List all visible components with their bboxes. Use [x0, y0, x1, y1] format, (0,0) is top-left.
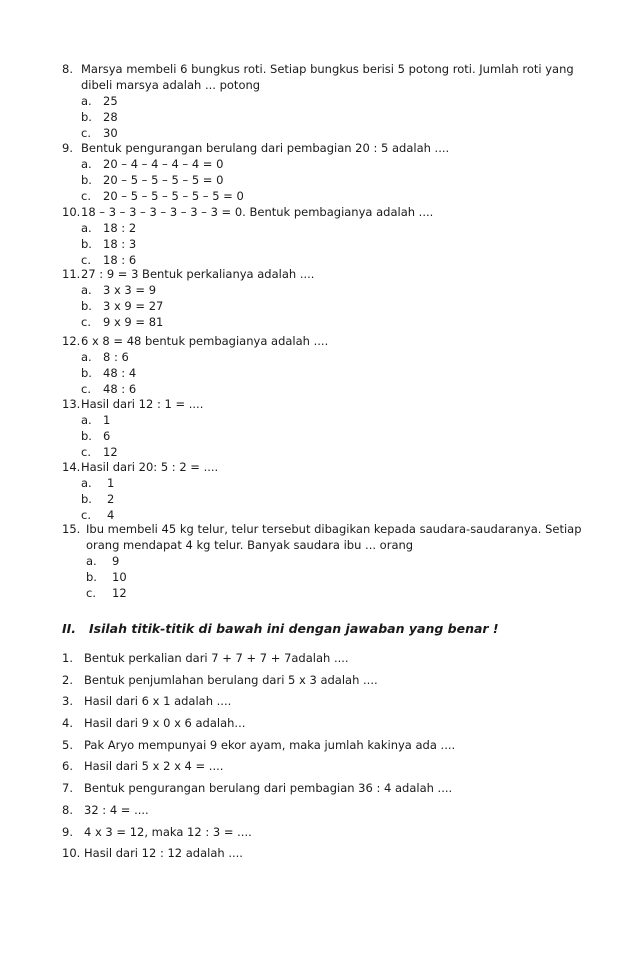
fill-item-2 — [62, 672, 602, 694]
option-label: c. — [81, 315, 91, 329]
question-text: Marsya membeli 6 bungkus roti. Setiap bungkus berisi 5 potong roti. Jumlah roti yang dibeli marsya adalah ... potong — [81, 62, 574, 92]
option-text: 20 – 5 – 5 – 5 – 5 – 5 = 0 — [103, 189, 244, 203]
question-number: 11. — [62, 267, 81, 281]
option-label: c. — [81, 508, 91, 522]
question-8 — [62, 61, 582, 141]
item-number: 1. — [62, 651, 73, 665]
question-13 — [62, 396, 582, 460]
item-number: 6. — [62, 759, 73, 774]
option-text: 12 — [103, 445, 118, 459]
item-text: Hasil dari 5 x 2 x 4 = .... — [84, 759, 224, 774]
options — [81, 156, 582, 204]
option-c — [81, 444, 582, 460]
question-text: 18 – 3 – 3 – 3 – 3 – 3 – 3 = 0. Bentuk pembagianya adalah .... — [81, 205, 434, 219]
option-text: 6 — [103, 429, 111, 443]
option-label: a. — [81, 283, 92, 297]
fill-item-5 — [62, 737, 602, 759]
item-number: 9. — [62, 824, 73, 839]
question-12 — [62, 333, 582, 397]
option-c — [86, 585, 592, 601]
option-b — [81, 109, 582, 125]
fill-item-1 — [62, 650, 602, 672]
item-number: 10. — [62, 846, 81, 861]
option-text: 2 — [107, 492, 115, 506]
item-text: Hasil dari 9 x 0 x 6 adalah... — [84, 716, 246, 731]
question-text: Hasil dari 12 : 1 = .... — [81, 397, 204, 411]
question-number: 14. — [62, 460, 81, 474]
options — [81, 282, 582, 330]
option-label: a. — [81, 221, 92, 235]
item-text: Bentuk pengurangan berulang dari pembagian 36 : 4 adalah .... — [84, 781, 453, 796]
option-label: c. — [81, 253, 91, 267]
question-text: 27 : 9 = 3 Bentuk perkalianya adalah .... — [81, 267, 315, 281]
item-number: 4. — [62, 716, 73, 731]
option-text: 48 : 6 — [103, 382, 137, 396]
option-a — [86, 553, 592, 569]
item-text: 4 x 3 = 12, maka 12 : 3 = .... — [84, 824, 252, 839]
item-number: 7. — [62, 781, 73, 796]
item-number: 5. — [62, 737, 73, 752]
question-text: Bentuk pengurangan berulang dari pembagian 20 : 5 adalah .... — [81, 141, 450, 155]
option-text: 4 — [107, 508, 115, 522]
option-text: 28 — [103, 110, 118, 124]
options — [81, 93, 582, 141]
option-text: 25 — [103, 94, 118, 108]
fill-item-7 — [62, 780, 602, 802]
options — [86, 553, 592, 601]
option-c — [81, 314, 582, 330]
option-b — [81, 365, 582, 381]
fill-item-4 — [62, 715, 602, 737]
item-text: Pak Aryo mempunyai 9 ekor ayam, maka jumlah kakinya ada .... — [84, 737, 456, 752]
options — [81, 220, 582, 268]
question-text: Ibu membeli 45 kg telur, telur tersebut dibagikan kepada saudara-saudaranya. Setiap orang mendapat 4 kg telur. Banyak saudara ibu ... orang — [86, 522, 582, 552]
item-text: 32 : 4 = .... — [84, 802, 149, 817]
option-c — [81, 188, 582, 204]
options — [81, 475, 582, 523]
option-label: c. — [81, 445, 91, 459]
question-number: 10. — [62, 205, 81, 219]
option-b — [81, 298, 582, 314]
item-text: Hasil dari 6 x 1 adalah .... — [84, 694, 232, 709]
section-number: II. — [62, 621, 77, 636]
options — [81, 349, 582, 397]
option-label: c. — [81, 382, 91, 396]
section-heading — [62, 621, 499, 637]
option-label: a. — [81, 350, 92, 364]
fill-item-9 — [62, 824, 602, 846]
option-text: 3 x 9 = 27 — [103, 299, 164, 313]
option-b — [81, 491, 582, 507]
option-text: 30 — [103, 126, 118, 140]
option-label: c. — [81, 126, 91, 140]
option-a — [81, 412, 582, 428]
option-label: b. — [81, 366, 92, 380]
fill-item-6 — [62, 758, 602, 780]
option-label: a. — [81, 413, 92, 427]
option-text: 10 — [112, 570, 127, 584]
question-number: 8. — [62, 62, 73, 76]
fill-item-8 — [62, 802, 602, 824]
item-text: Bentuk perkalian dari 7 + 7 + 7 + 7adalah .... — [84, 651, 349, 665]
option-label: b. — [81, 492, 92, 506]
question-11 — [62, 266, 582, 330]
option-text: 20 – 5 – 5 – 5 – 5 = 0 — [103, 173, 224, 187]
option-label: b. — [81, 110, 92, 124]
option-c — [81, 381, 582, 397]
item-number: 8. — [62, 802, 73, 817]
option-c — [81, 125, 582, 141]
option-text: 20 – 4 – 4 – 4 – 4 = 0 — [103, 157, 224, 171]
question-number: 15. — [62, 522, 81, 536]
option-label: a. — [86, 554, 97, 568]
question-number: 12. — [62, 334, 81, 348]
question-9 — [62, 140, 582, 204]
question-15 — [62, 521, 592, 601]
option-label: a. — [81, 157, 92, 171]
option-text: 9 — [112, 554, 120, 568]
option-label: b. — [81, 429, 92, 443]
option-label: b. — [81, 299, 92, 313]
item-number: 3. — [62, 694, 73, 709]
option-text: 3 x 3 = 9 — [103, 283, 157, 297]
option-b — [81, 172, 582, 188]
section-title: Isilah titik-titik di bawah ini dengan jawaban yang benar ! — [89, 621, 499, 636]
option-label: a. — [81, 476, 92, 490]
options — [81, 412, 582, 460]
item-text: Hasil dari 12 : 12 adalah .... — [84, 846, 243, 861]
option-text: 48 : 4 — [103, 366, 137, 380]
option-text: 18 : 3 — [103, 237, 137, 251]
item-number: 2. — [62, 672, 73, 687]
question-10 — [62, 204, 582, 268]
option-text: 12 — [112, 586, 127, 600]
option-label: c. — [81, 189, 91, 203]
fill-item-10 — [62, 845, 602, 867]
option-text: 9 x 9 = 81 — [103, 315, 164, 329]
fill-in-list — [62, 650, 602, 867]
option-label: c. — [86, 586, 96, 600]
option-a — [81, 282, 582, 298]
option-text: 1 — [107, 476, 115, 490]
fill-item-3 — [62, 693, 602, 715]
option-a — [81, 475, 582, 491]
option-text: 8 : 6 — [103, 350, 129, 364]
option-b — [86, 569, 592, 585]
option-text: 1 — [103, 413, 111, 427]
option-text: 18 : 2 — [103, 221, 137, 235]
question-text: 6 x 8 = 48 bentuk pembagianya adalah .... — [81, 334, 329, 348]
question-text: Hasil dari 20: 5 : 2 = .... — [81, 460, 219, 474]
option-label: b. — [86, 570, 97, 584]
option-label: b. — [81, 237, 92, 251]
option-b — [81, 236, 582, 252]
option-text: 18 : 6 — [103, 253, 137, 267]
option-label: a. — [81, 94, 92, 108]
question-14 — [62, 459, 582, 523]
option-b — [81, 428, 582, 444]
option-a — [81, 93, 582, 109]
question-number: 13. — [62, 397, 81, 411]
option-a — [81, 349, 582, 365]
question-number: 9. — [62, 141, 73, 155]
option-a — [81, 220, 582, 236]
option-a — [81, 156, 582, 172]
item-text: Bentuk penjumlahan berulang dari 5 x 3 adalah .... — [84, 672, 378, 687]
option-label: b. — [81, 173, 92, 187]
